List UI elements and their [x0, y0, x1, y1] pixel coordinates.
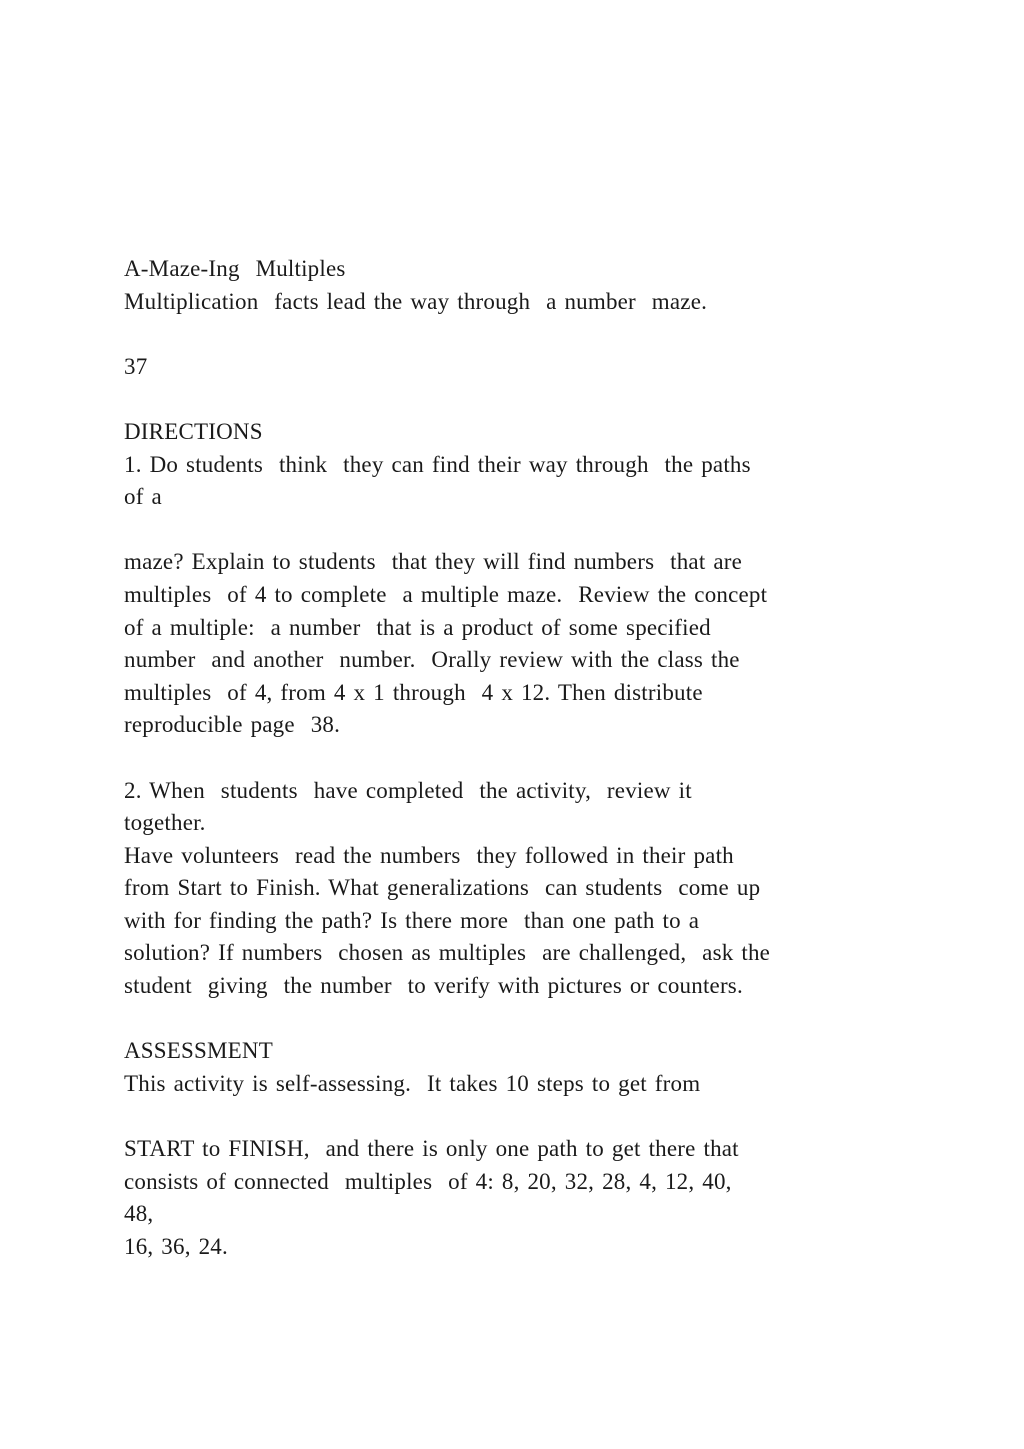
- step2-line: together.: [124, 810, 206, 836]
- step1-continued-line: multiples of 4, from 4 x 1 through 4 x 12. Then distribute: [124, 679, 703, 705]
- step2-line: student giving the number to verify with pictures or counters.: [124, 973, 743, 999]
- spacer: [124, 1100, 924, 1133]
- page-number: 37: [124, 353, 148, 379]
- step1-line: 1. Do students think they can find their way through the paths: [124, 451, 751, 477]
- step1-continued-line: reproducible page 38.: [124, 712, 341, 738]
- step2-line: from Start to Finish. What generalizations can students come up: [124, 875, 761, 901]
- document-subtitle: Multiplication facts lead the way through a number maze.: [124, 288, 708, 314]
- step2-line: Have volunteers read the numbers they followed in their path: [124, 842, 734, 868]
- assessment-continued-line: 48,: [124, 1201, 154, 1227]
- step1-continued-line: of a multiple: a number that is a product of some specified: [124, 614, 711, 640]
- spacer: [124, 514, 924, 547]
- spacer: [124, 1003, 924, 1036]
- step2-line: 2. When students have completed the activity, review it: [124, 777, 692, 803]
- document-title: A-Maze-Ing Multiples: [124, 256, 346, 281]
- directions-heading: DIRECTIONS: [124, 418, 263, 444]
- step2-line: solution? If numbers chosen as multiples are challenged, ask the: [124, 940, 771, 966]
- document-body: [124, 253, 924, 1263]
- spacer: [124, 742, 924, 775]
- assessment-heading: ASSESSMENT: [124, 1038, 273, 1064]
- step1-line: of a: [124, 484, 162, 510]
- step1-continued-line: multiples of 4 to complete a multiple maze. Review the concept: [124, 581, 768, 607]
- spacer: [124, 318, 924, 351]
- assessment-continued-line: consists of connected multiples of 4: 8, 20, 32, 28, 4, 12, 40,: [124, 1168, 732, 1194]
- step1-continued-line: number and another number. Orally review with the class the: [124, 647, 740, 673]
- assessment-line: This activity is self-assessing. It takes 10 steps to get from: [124, 1070, 701, 1096]
- assessment-continued-line: 16, 36, 24.: [124, 1233, 228, 1259]
- spacer: [124, 383, 924, 416]
- step1-continued-line: maze? Explain to students that they will find numbers that are: [124, 549, 743, 575]
- assessment-continued-line: START to FINISH, and there is only one path to get there that: [124, 1136, 739, 1162]
- step2-line: with for finding the path? Is there more than one path to a: [124, 907, 700, 933]
